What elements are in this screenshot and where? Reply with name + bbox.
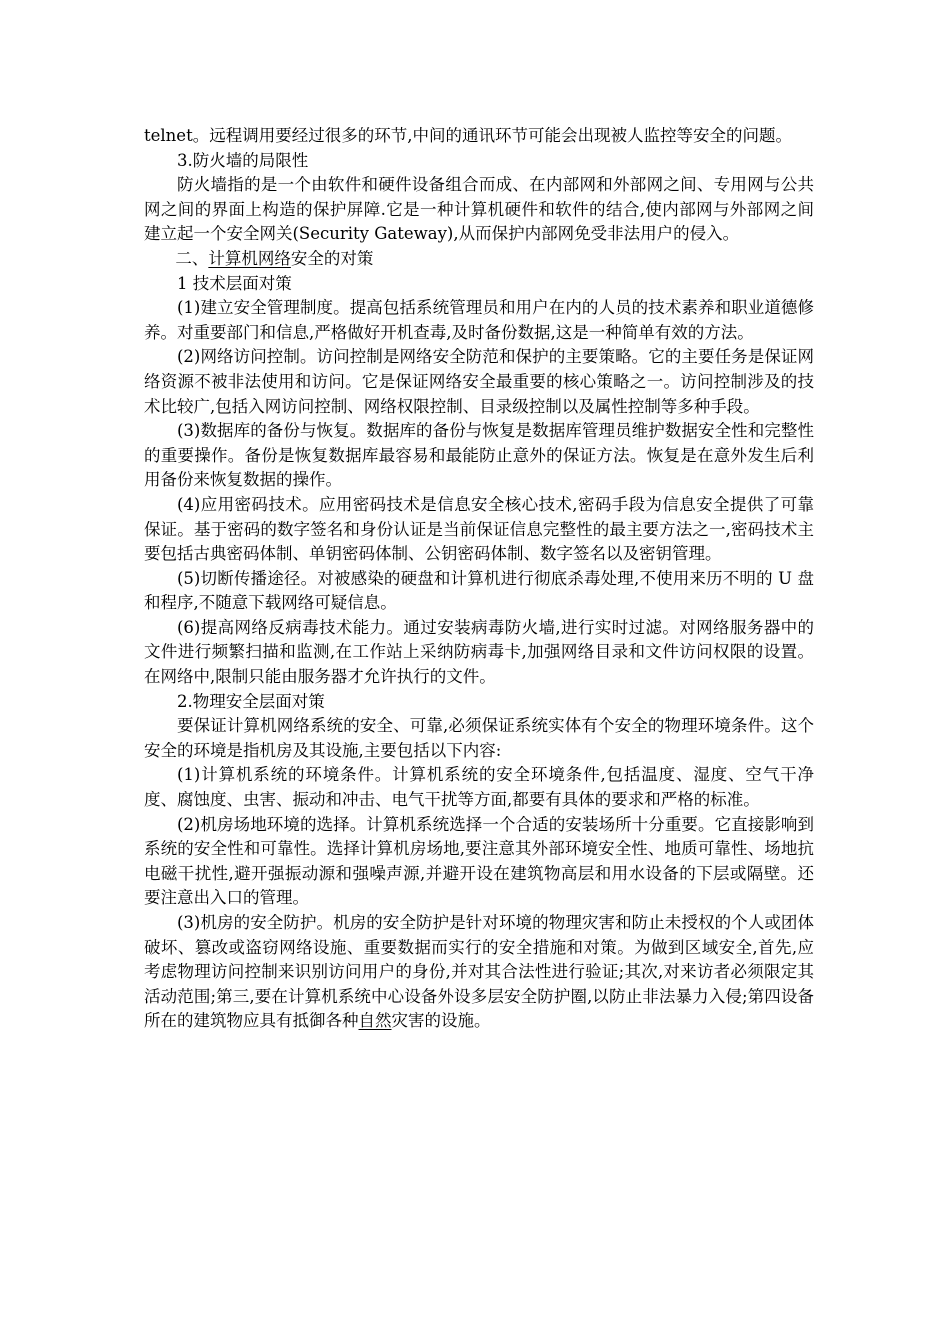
- paragraph-access-control: (2)网络访问控制。访问控制是网络安全防范和保护的主要策略。它的主要任务是保证网络资源不被非法使用和访问。它是保证网络安全最重要的核心策略之一。访问控制涉及的技术比较广,包括入网访问控制、网络权限控制、目录级控制以及属性控制等多种手段。: [144, 347, 814, 416]
- paragraph-machine-room-protection: [144, 911, 814, 1034]
- heading-physical-security: 2.物理安全层面对策: [177, 691, 325, 711]
- paragraph-firewall-definition: 防火墙指的是一个由软件和硬件设备组合而成、在内部网和外部网之间、专用网与公共网之间的界面上构造的保护屏障.它是一种计算机硬件和软件的结合,使内部网与外部网之间建立起一个安全网关(Security Gateway),从而保护内部网免受非法用户的侵入。: [144, 175, 814, 244]
- paragraph-body: (3)机房的安全防护。机房的安全防护是针对环境的物理灾害和防止未授权的个人或团体破坏、篡改或盗窃网络设施、重要数据而实行的安全措施和对策。为做到区域安全,首先,应考虑物理访问控制来识别访问用户的身份,并对其合法性进行验证;其次,对来访者必须限定其活动范围;第三,要在计算机系统中心设备外设多层安全防护圈,以防止非法暴力入侵;第四设备所在的建筑物应具有抵御各种: [144, 913, 814, 1031]
- nature-link[interactable]: 自然: [358, 1011, 392, 1031]
- computer-network-link[interactable]: 计算机网络: [208, 248, 291, 268]
- paragraph-telnet-remote-call: telnet。远程调用要经过很多的环节,中间的通讯环节可能会出现被人监控等安全的问题。: [144, 126, 792, 145]
- paragraph-cut-propagation: (5)切断传播途径。对被感染的硬盘和计算机进行彻底杀毒处理,不使用来历不明的 U 盘和程序,不随意下载网络可疑信息。: [144, 568, 814, 613]
- paragraph-site-selection: (2)机房场地环境的选择。计算机系统选择一个合适的安装场所十分重要。它直接影响到系统的安全性和可靠性。选择计算机房场地,要注意其外部环境安全性、地质可靠性、场地抗电磁干扰性,避开强振动源和强噪声源,并避开设在建筑物高层和用水设备的下层或隔壁。还要注意出入口的管理。: [144, 814, 814, 908]
- heading-firewall-limitations: 3.防火墙的局限性: [177, 150, 309, 170]
- heading-suffix: 安全的对策: [290, 248, 374, 268]
- heading-technical-countermeasures: 1 技术层面对策: [177, 273, 292, 293]
- paragraph-end: 灾害的设施。: [391, 1011, 491, 1031]
- paragraph-database-backup: (3)数据库的备份与恢复。数据库的备份与恢复是数据库管理员维护数据安全性和完整性的重要操作。备份是恢复数据库最容易和最能防止意外的保证方法。恢复是在意外发生后利用备份来恢复数据的操作。: [144, 421, 814, 490]
- paragraph-antivirus: (6)提高网络反病毒技术能力。通过安装病毒防火墙,进行实时过滤。对网络服务器中的文件进行频繁扫描和监测,在工作站上采纳防病毒卡,加强网络目录和文件访问权限的设置。在网络中,限制只能由服务器才允许执行的文件。: [144, 617, 814, 687]
- paragraph-physical-environment: 要保证计算机网络系统的安全、可靠,必须保证系统实体有个安全的物理环境条件。这个安全的环境是指机房及其设施,主要包括以下内容:: [144, 716, 814, 760]
- paragraph-security-management: (1)建立安全管理制度。提高包括系统管理员和用户在内的人员的技术素养和职业道德修养。对重要部门和信息,严格做好开机查毒,及时备份数据,这是一种简单有效的方法。: [144, 298, 814, 342]
- heading-prefix: 二、: [175, 248, 209, 268]
- heading-network-security-countermeasures: [144, 247, 814, 272]
- document-body: [144, 124, 814, 1034]
- paragraph-cryptography: (4)应用密码技术。应用密码技术是信息安全核心技术,密码手段为信息安全提供了可靠保证。基于密码的数字签名和身份认证是当前保证信息完整性的最主要方法之一,密码技术主要包括古典密码体制、单钥密码体制、公钥密码体制、数字签名以及密钥管理。: [144, 494, 814, 564]
- paragraph-environment-conditions: (1)计算机系统的环境条件。计算机系统的安全环境条件,包括温度、湿度、空气干净度、腐蚀度、虫害、振动和冲击、电气干扰等方面,都要有具体的要求和严格的标准。: [144, 765, 814, 810]
